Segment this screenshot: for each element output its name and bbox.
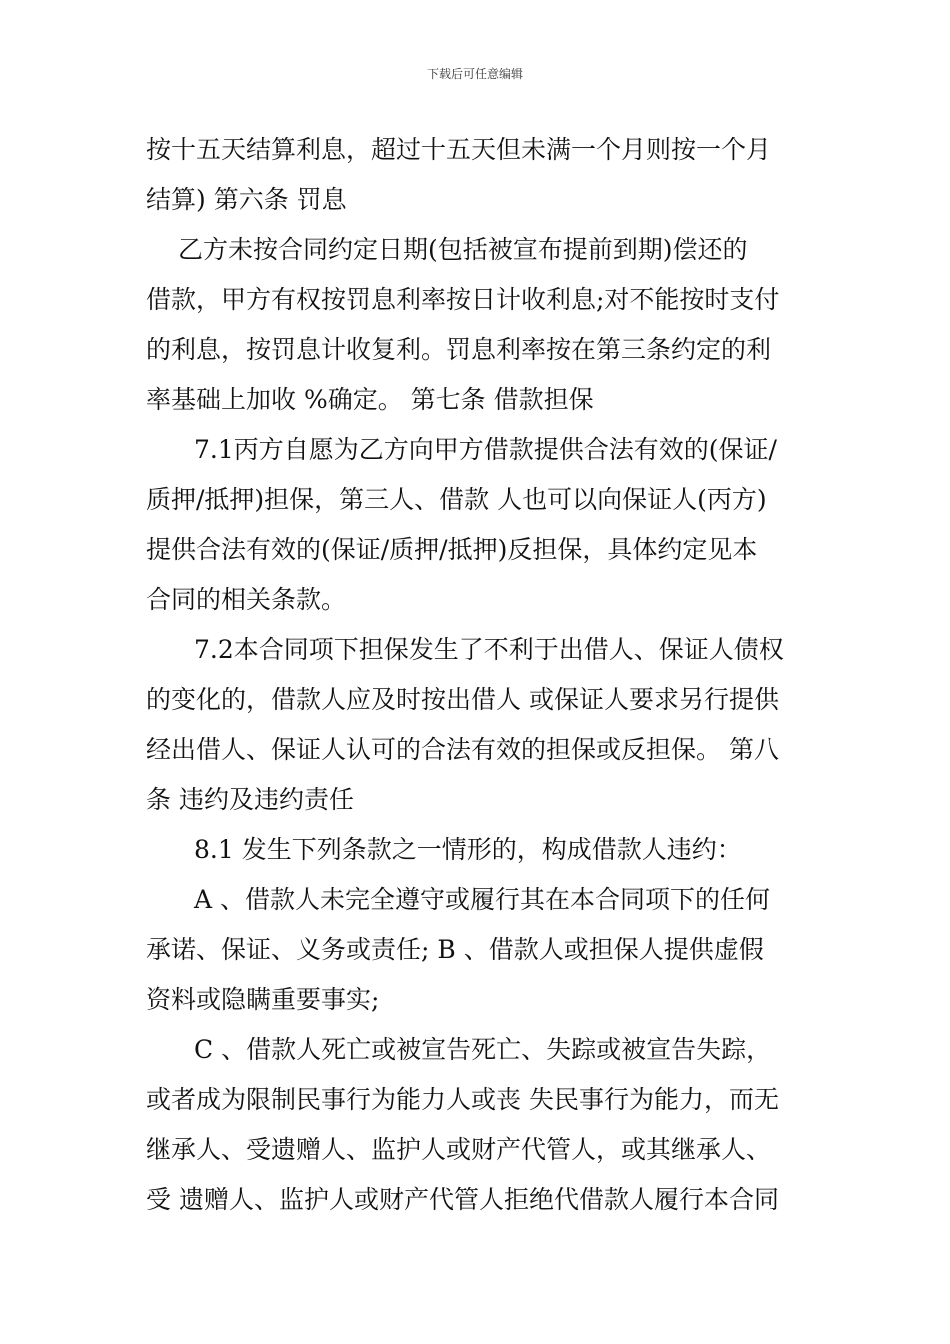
body-line: 率基础上加收 %确定。 第七条 借款担保 — [146, 385, 594, 414]
page-header: 下载后可任意编辑 — [426, 67, 523, 81]
body-line: C 、借款人死亡或被宣告死亡、失踪或被宣告失踪， — [194, 1035, 772, 1064]
body-line: 乙方未按合同约定日期(包括被宣布提前到期)偿还的 — [170, 235, 748, 264]
body-line: 的变化的，借款人应及时按出借人 或保证人要求另行提供 — [146, 685, 779, 714]
body-line: 按十五天结算利息，超过十五天但未满一个月则按一个月 — [146, 135, 772, 164]
body-line: 8.1 发生下列条款之一情形的，构成借款人违约： — [194, 835, 742, 864]
body-line: 7.1丙方自愿为乙方向甲方借款提供合法有效的(保证/ — [194, 435, 777, 464]
body-line: 质押/抵押)担保，第三人、借款 人也可以向保证人(丙方) — [146, 485, 767, 514]
body-line: 结算) 第六条 罚息 — [146, 185, 347, 214]
body-line: 的利息，按罚息计收复利。罚息利率按在第三条约定的利 — [146, 335, 772, 364]
body-line: 提供合法有效的(保证/质押/抵押)反担保，具体约定见本 — [146, 535, 758, 564]
body-line: 承诺、保证、义务或责任; B 、借款人或担保人提供虚假 — [146, 935, 764, 964]
body-line: 经出借人、保证人认可的合法有效的担保或反担保。 第八 — [146, 735, 779, 764]
body-line: 7.2本合同项下担保发生了不利于出借人、保证人债权 — [194, 635, 784, 664]
body-line: 条 违约及违约责任 — [146, 785, 354, 814]
body-line: 合同的相关条款。 — [146, 585, 347, 614]
body-line: 借款，甲方有权按罚息利率按日计收利息;对不能按时支付 — [146, 285, 780, 314]
body-line: 继承人、受遗赠人、监护人或财产代管人，或其继承人、 — [146, 1135, 772, 1164]
body-line: 或者成为限制民事行为能力人或丧 失民事行为能力，而无 — [146, 1085, 779, 1114]
body-line: 受 遗赠人、监护人或财产代管人拒绝代借款人履行本合同 — [146, 1185, 779, 1214]
body-line: 资料或隐瞒重要事实; — [146, 985, 380, 1014]
body-line: A 、借款人未完全遵守或履行其在本合同项下的任何 — [194, 885, 771, 914]
